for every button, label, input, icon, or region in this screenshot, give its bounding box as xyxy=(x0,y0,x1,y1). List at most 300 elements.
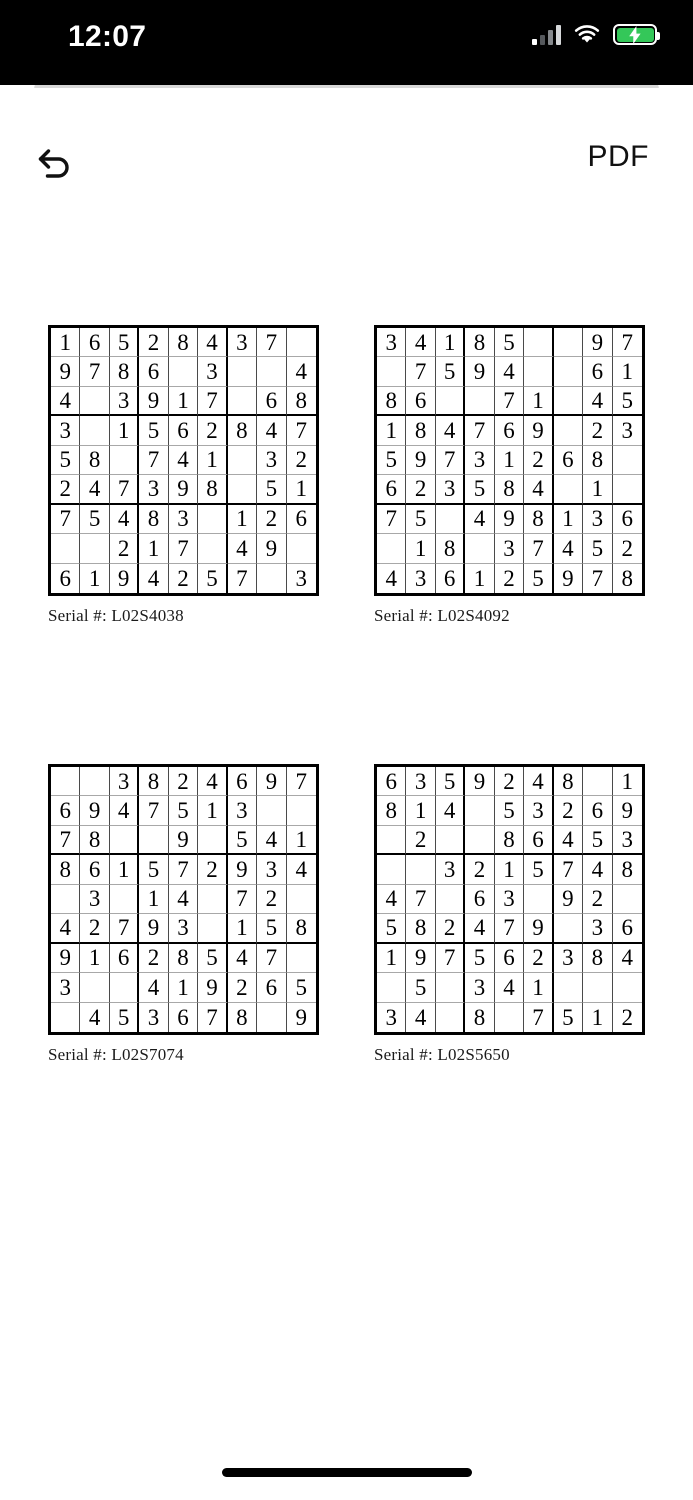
sudoku-cell[interactable]: 6 xyxy=(51,796,80,825)
sudoku-cell[interactable] xyxy=(406,855,435,884)
sudoku-cell[interactable]: 7 xyxy=(198,1003,227,1032)
sudoku-cell[interactable]: 1 xyxy=(495,446,524,475)
sudoku-cell[interactable] xyxy=(524,357,553,386)
sudoku-cell[interactable]: 4 xyxy=(465,505,494,534)
sudoku-cell[interactable]: 1 xyxy=(613,767,642,796)
sudoku-cell[interactable]: 7 xyxy=(169,534,198,563)
sudoku-cell[interactable]: 2 xyxy=(110,534,139,563)
sudoku-cell[interactable]: 1 xyxy=(228,914,257,943)
sudoku-cell[interactable]: 9 xyxy=(554,885,583,914)
sudoku-cell[interactable]: 7 xyxy=(139,446,168,475)
sudoku-cell[interactable]: 5 xyxy=(495,796,524,825)
sudoku-cell[interactable]: 5 xyxy=(377,446,406,475)
sudoku-cell[interactable]: 1 xyxy=(287,475,316,504)
sudoku-cell[interactable]: 9 xyxy=(524,416,553,445)
sudoku-cell[interactable] xyxy=(287,534,316,563)
sudoku-cell[interactable] xyxy=(613,446,642,475)
sudoku-cell[interactable]: 2 xyxy=(51,475,80,504)
sudoku-cell[interactable]: 7 xyxy=(139,796,168,825)
sudoku-cell[interactable] xyxy=(613,973,642,1002)
sudoku-cell[interactable] xyxy=(377,534,406,563)
sudoku-cell[interactable]: 9 xyxy=(198,973,227,1002)
sudoku-cell[interactable]: 6 xyxy=(583,357,612,386)
sudoku-cell[interactable]: 1 xyxy=(377,944,406,973)
sudoku-cell[interactable]: 2 xyxy=(583,885,612,914)
sudoku-cell[interactable]: 3 xyxy=(51,973,80,1002)
sudoku-cell[interactable]: 5 xyxy=(257,475,286,504)
sudoku-cell[interactable]: 6 xyxy=(257,973,286,1002)
sudoku-cell[interactable] xyxy=(554,416,583,445)
sudoku-cell[interactable]: 6 xyxy=(257,387,286,416)
sudoku-cell[interactable]: 9 xyxy=(406,446,435,475)
sudoku-cell[interactable]: 4 xyxy=(228,534,257,563)
sudoku-cell[interactable]: 3 xyxy=(110,387,139,416)
sudoku-cell[interactable]: 1 xyxy=(287,826,316,855)
sudoku-cell[interactable]: 8 xyxy=(169,944,198,973)
sudoku-cell[interactable]: 4 xyxy=(257,416,286,445)
sudoku-cell[interactable] xyxy=(583,767,612,796)
sudoku-cell[interactable]: 3 xyxy=(377,328,406,357)
pdf-button[interactable]: PDF xyxy=(587,140,649,173)
sudoku-cell[interactable]: 5 xyxy=(524,855,553,884)
sudoku-cell[interactable]: 7 xyxy=(287,416,316,445)
sudoku-cell[interactable] xyxy=(377,855,406,884)
sudoku-cell[interactable]: 5 xyxy=(406,505,435,534)
sudoku-cell[interactable]: 7 xyxy=(110,914,139,943)
sudoku-cell[interactable]: 6 xyxy=(287,505,316,534)
sudoku-cell[interactable] xyxy=(554,973,583,1002)
sudoku-cell[interactable]: 3 xyxy=(406,564,435,593)
sudoku-cell[interactable]: 5 xyxy=(465,944,494,973)
sudoku-cell[interactable] xyxy=(436,1003,465,1032)
sudoku-cell[interactable]: 3 xyxy=(583,914,612,943)
sudoku-cell[interactable]: 2 xyxy=(198,416,227,445)
sudoku-cell[interactable]: 1 xyxy=(465,564,494,593)
sudoku-cell[interactable]: 6 xyxy=(436,564,465,593)
sudoku-cell[interactable]: 6 xyxy=(465,885,494,914)
sudoku-cell[interactable]: 3 xyxy=(139,475,168,504)
sudoku-cell[interactable]: 4 xyxy=(613,944,642,973)
sudoku-cell[interactable] xyxy=(51,1003,80,1032)
sudoku-cell[interactable]: 8 xyxy=(583,944,612,973)
sudoku-cell[interactable]: 3 xyxy=(436,855,465,884)
sudoku-cell[interactable]: 2 xyxy=(613,534,642,563)
sudoku-cell[interactable]: 3 xyxy=(228,328,257,357)
sudoku-cell[interactable]: 8 xyxy=(465,328,494,357)
sudoku-cell[interactable]: 8 xyxy=(287,387,316,416)
sudoku-cell[interactable]: 9 xyxy=(51,944,80,973)
sudoku-cell[interactable]: 7 xyxy=(287,767,316,796)
sudoku-cell[interactable] xyxy=(228,357,257,386)
sudoku-cell[interactable]: 8 xyxy=(465,1003,494,1032)
sudoku-cell[interactable]: 4 xyxy=(110,796,139,825)
sudoku-cell[interactable]: 7 xyxy=(257,944,286,973)
sudoku-cell[interactable]: 4 xyxy=(524,475,553,504)
sudoku-cell[interactable]: 9 xyxy=(583,328,612,357)
sudoku-cell[interactable]: 1 xyxy=(110,855,139,884)
sudoku-cell[interactable]: 8 xyxy=(495,826,524,855)
sudoku-cell[interactable]: 1 xyxy=(51,328,80,357)
sudoku-cell[interactable]: 7 xyxy=(80,357,109,386)
sudoku-cell[interactable]: 5 xyxy=(436,767,465,796)
sudoku-cell[interactable]: 3 xyxy=(198,357,227,386)
sudoku-cell[interactable]: 8 xyxy=(287,914,316,943)
sudoku-cell[interactable]: 5 xyxy=(80,505,109,534)
sudoku-cell[interactable] xyxy=(465,796,494,825)
undo-back-arrow-icon[interactable] xyxy=(28,134,84,190)
sudoku-cell[interactable]: 4 xyxy=(80,1003,109,1032)
sudoku-cell[interactable] xyxy=(377,357,406,386)
sudoku-cell[interactable]: 1 xyxy=(583,475,612,504)
sudoku-cell[interactable] xyxy=(554,328,583,357)
sudoku-cell[interactable]: 6 xyxy=(80,328,109,357)
sudoku-cell[interactable]: 6 xyxy=(228,767,257,796)
sudoku-cell[interactable]: 6 xyxy=(139,357,168,386)
sudoku-cell[interactable]: 1 xyxy=(80,564,109,593)
sudoku-cell[interactable]: 4 xyxy=(554,534,583,563)
sudoku-cell[interactable]: 1 xyxy=(110,416,139,445)
sudoku-cell[interactable]: 5 xyxy=(377,914,406,943)
sudoku-cell[interactable]: 7 xyxy=(524,534,553,563)
sudoku-cell[interactable]: 8 xyxy=(139,505,168,534)
sudoku-cell[interactable]: 8 xyxy=(613,564,642,593)
sudoku-cell[interactable]: 1 xyxy=(436,328,465,357)
sudoku-cell[interactable]: 3 xyxy=(257,446,286,475)
sudoku-cell[interactable] xyxy=(80,973,109,1002)
sudoku-cell[interactable]: 8 xyxy=(198,475,227,504)
sudoku-cell[interactable]: 3 xyxy=(554,944,583,973)
sudoku-cell[interactable]: 4 xyxy=(198,328,227,357)
sudoku-cell[interactable]: 9 xyxy=(495,505,524,534)
sudoku-cell[interactable]: 3 xyxy=(139,1003,168,1032)
sudoku-cell[interactable] xyxy=(110,885,139,914)
sudoku-cell[interactable]: 2 xyxy=(228,973,257,1002)
sudoku-cell[interactable]: 3 xyxy=(524,796,553,825)
sudoku-cell[interactable]: 9 xyxy=(169,475,198,504)
sudoku-cell[interactable]: 3 xyxy=(613,826,642,855)
sudoku-cell[interactable]: 6 xyxy=(613,505,642,534)
sudoku-cell[interactable]: 8 xyxy=(169,328,198,357)
sudoku-cell[interactable]: 7 xyxy=(169,855,198,884)
sudoku-cell[interactable]: 5 xyxy=(583,534,612,563)
sudoku-cell[interactable] xyxy=(287,796,316,825)
sudoku-cell[interactable]: 9 xyxy=(613,796,642,825)
sudoku-cell[interactable] xyxy=(613,475,642,504)
sudoku-cell[interactable] xyxy=(228,387,257,416)
sudoku-cell[interactable] xyxy=(377,826,406,855)
sudoku-cell[interactable]: 3 xyxy=(51,416,80,445)
sudoku-cell[interactable]: 2 xyxy=(406,826,435,855)
sudoku-cell[interactable]: 6 xyxy=(406,387,435,416)
sudoku-cell[interactable]: 1 xyxy=(583,1003,612,1032)
sudoku-cell[interactable]: 3 xyxy=(377,1003,406,1032)
sudoku-cell[interactable]: 9 xyxy=(465,357,494,386)
sudoku-cell[interactable]: 4 xyxy=(406,328,435,357)
sudoku-cell[interactable]: 5 xyxy=(169,796,198,825)
sudoku-cell[interactable] xyxy=(198,885,227,914)
sudoku-cell[interactable]: 4 xyxy=(377,885,406,914)
sudoku-cell[interactable]: 2 xyxy=(169,564,198,593)
sudoku-cell[interactable] xyxy=(465,534,494,563)
sudoku-cell[interactable] xyxy=(257,564,286,593)
sudoku-cell[interactable]: 1 xyxy=(406,534,435,563)
sudoku-cell[interactable]: 9 xyxy=(51,357,80,386)
sudoku-cell[interactable]: 3 xyxy=(436,475,465,504)
sudoku-cell[interactable]: 8 xyxy=(406,914,435,943)
sudoku-cell[interactable]: 4 xyxy=(287,855,316,884)
sudoku-cell[interactable] xyxy=(436,826,465,855)
sudoku-cell[interactable]: 3 xyxy=(257,855,286,884)
sudoku-cell[interactable]: 9 xyxy=(110,564,139,593)
sudoku-cell[interactable]: 4 xyxy=(465,914,494,943)
sudoku-cell[interactable]: 4 xyxy=(228,944,257,973)
sudoku-cell[interactable] xyxy=(554,387,583,416)
sudoku-cell[interactable]: 8 xyxy=(139,767,168,796)
sudoku-cell[interactable]: 2 xyxy=(257,505,286,534)
sudoku-cell[interactable] xyxy=(524,885,553,914)
sudoku-cell[interactable]: 2 xyxy=(613,1003,642,1032)
sudoku-cell[interactable]: 3 xyxy=(169,505,198,534)
sudoku-cell[interactable]: 6 xyxy=(169,416,198,445)
sudoku-cell[interactable]: 6 xyxy=(583,796,612,825)
sudoku-cell[interactable]: 5 xyxy=(139,416,168,445)
sudoku-cell[interactable]: 2 xyxy=(257,885,286,914)
sudoku-cell[interactable]: 5 xyxy=(228,826,257,855)
sudoku-cell[interactable]: 1 xyxy=(406,796,435,825)
sudoku-cell[interactable]: 9 xyxy=(169,826,198,855)
sudoku-cell[interactable] xyxy=(377,973,406,1002)
sudoku-cell[interactable]: 4 xyxy=(198,767,227,796)
sudoku-cell[interactable] xyxy=(554,914,583,943)
sudoku-cell[interactable]: 7 xyxy=(257,328,286,357)
sudoku-cell[interactable] xyxy=(80,416,109,445)
sudoku-grid-1[interactable] xyxy=(374,325,645,596)
sudoku-cell[interactable]: 8 xyxy=(228,416,257,445)
sudoku-cell[interactable]: 8 xyxy=(51,855,80,884)
sudoku-cell[interactable]: 6 xyxy=(80,855,109,884)
sudoku-cell[interactable]: 8 xyxy=(377,796,406,825)
sudoku-cell[interactable]: 6 xyxy=(377,475,406,504)
sudoku-cell[interactable]: 5 xyxy=(139,855,168,884)
sudoku-cell[interactable]: 6 xyxy=(51,564,80,593)
sudoku-cell[interactable] xyxy=(583,973,612,1002)
sudoku-cell[interactable]: 5 xyxy=(465,475,494,504)
sudoku-cell[interactable]: 7 xyxy=(465,416,494,445)
sudoku-cell[interactable]: 4 xyxy=(51,914,80,943)
sudoku-grid-0[interactable] xyxy=(48,325,319,596)
sudoku-cell[interactable]: 4 xyxy=(583,387,612,416)
sudoku-cell[interactable] xyxy=(110,826,139,855)
sudoku-cell[interactable]: 6 xyxy=(554,446,583,475)
sudoku-cell[interactable]: 5 xyxy=(613,387,642,416)
sudoku-cell[interactable]: 4 xyxy=(436,796,465,825)
sudoku-cell[interactable] xyxy=(198,914,227,943)
sudoku-cell[interactable]: 3 xyxy=(465,446,494,475)
sudoku-cell[interactable] xyxy=(198,826,227,855)
sudoku-cell[interactable]: 3 xyxy=(287,564,316,593)
sudoku-cell[interactable] xyxy=(436,505,465,534)
sudoku-cell[interactable] xyxy=(80,387,109,416)
sudoku-cell[interactable]: 1 xyxy=(198,796,227,825)
sudoku-cell[interactable]: 3 xyxy=(169,914,198,943)
sudoku-cell[interactable]: 6 xyxy=(524,826,553,855)
sudoku-cell[interactable]: 7 xyxy=(198,387,227,416)
sudoku-cell[interactable]: 2 xyxy=(198,855,227,884)
sudoku-cell[interactable]: 7 xyxy=(406,357,435,386)
sudoku-cell[interactable]: 2 xyxy=(80,914,109,943)
sudoku-cell[interactable]: 5 xyxy=(198,564,227,593)
sudoku-grid-3[interactable] xyxy=(374,764,645,1035)
sudoku-cell[interactable]: 1 xyxy=(377,416,406,445)
sudoku-cell[interactable]: 3 xyxy=(613,416,642,445)
sudoku-cell[interactable]: 9 xyxy=(406,944,435,973)
sudoku-cell[interactable]: 7 xyxy=(377,505,406,534)
sudoku-cell[interactable] xyxy=(554,357,583,386)
sudoku-cell[interactable]: 7 xyxy=(436,944,465,973)
sudoku-cell[interactable]: 1 xyxy=(80,944,109,973)
sudoku-cell[interactable] xyxy=(287,885,316,914)
sudoku-cell[interactable]: 4 xyxy=(139,973,168,1002)
sudoku-cell[interactable]: 3 xyxy=(495,534,524,563)
sudoku-cell[interactable]: 2 xyxy=(495,767,524,796)
sudoku-cell[interactable]: 9 xyxy=(139,387,168,416)
sudoku-cell[interactable]: 4 xyxy=(169,446,198,475)
sudoku-cell[interactable]: 8 xyxy=(80,826,109,855)
sudoku-cell[interactable]: 3 xyxy=(406,767,435,796)
sudoku-cell[interactable] xyxy=(257,796,286,825)
sudoku-cell[interactable]: 3 xyxy=(110,767,139,796)
sudoku-cell[interactable] xyxy=(139,826,168,855)
sudoku-cell[interactable]: 1 xyxy=(139,885,168,914)
sudoku-cell[interactable]: 8 xyxy=(554,767,583,796)
sudoku-cell[interactable] xyxy=(169,357,198,386)
sudoku-cell[interactable]: 2 xyxy=(139,328,168,357)
sudoku-cell[interactable]: 4 xyxy=(257,826,286,855)
sudoku-cell[interactable]: 2 xyxy=(495,564,524,593)
sudoku-cell[interactable]: 7 xyxy=(583,564,612,593)
sudoku-cell[interactable]: 5 xyxy=(495,328,524,357)
sudoku-cell[interactable]: 4 xyxy=(377,564,406,593)
sudoku-cell[interactable]: 1 xyxy=(169,973,198,1002)
sudoku-cell[interactable]: 6 xyxy=(169,1003,198,1032)
sudoku-cell[interactable]: 5 xyxy=(257,914,286,943)
sudoku-cell[interactable]: 7 xyxy=(110,475,139,504)
sudoku-cell[interactable] xyxy=(287,944,316,973)
sudoku-cell[interactable] xyxy=(80,767,109,796)
sudoku-cell[interactable]: 2 xyxy=(554,796,583,825)
sudoku-cell[interactable] xyxy=(287,328,316,357)
sudoku-cell[interactable]: 2 xyxy=(524,446,553,475)
sudoku-cell[interactable] xyxy=(110,973,139,1002)
sudoku-cell[interactable]: 9 xyxy=(257,534,286,563)
sudoku-cell[interactable] xyxy=(465,387,494,416)
sudoku-cell[interactable]: 5 xyxy=(287,973,316,1002)
sudoku-cell[interactable]: 1 xyxy=(554,505,583,534)
sudoku-cell[interactable] xyxy=(495,1003,524,1032)
sudoku-cell[interactable]: 5 xyxy=(436,357,465,386)
sudoku-cell[interactable]: 2 xyxy=(583,416,612,445)
sudoku-cell[interactable]: 6 xyxy=(495,416,524,445)
sudoku-cell[interactable]: 1 xyxy=(613,357,642,386)
sudoku-cell[interactable] xyxy=(198,534,227,563)
sudoku-cell[interactable] xyxy=(198,505,227,534)
sudoku-cell[interactable]: 4 xyxy=(110,505,139,534)
sudoku-cell[interactable]: 1 xyxy=(495,855,524,884)
sudoku-cell[interactable]: 7 xyxy=(406,885,435,914)
sudoku-cell[interactable]: 1 xyxy=(524,387,553,416)
sudoku-cell[interactable]: 5 xyxy=(51,446,80,475)
sudoku-cell[interactable] xyxy=(110,446,139,475)
sudoku-cell[interactable]: 8 xyxy=(613,855,642,884)
sudoku-cell[interactable]: 7 xyxy=(554,855,583,884)
sudoku-cell[interactable]: 6 xyxy=(495,944,524,973)
sudoku-cell[interactable]: 2 xyxy=(524,944,553,973)
sudoku-cell[interactable]: 1 xyxy=(169,387,198,416)
sudoku-cell[interactable]: 5 xyxy=(554,1003,583,1032)
sudoku-cell[interactable]: 7 xyxy=(51,826,80,855)
sudoku-cell[interactable]: 2 xyxy=(406,475,435,504)
sudoku-cell[interactable]: 2 xyxy=(465,855,494,884)
sudoku-cell[interactable]: 9 xyxy=(80,796,109,825)
sudoku-cell[interactable]: 4 xyxy=(406,1003,435,1032)
sudoku-cell[interactable]: 9 xyxy=(139,914,168,943)
sudoku-cell[interactable]: 4 xyxy=(287,357,316,386)
sudoku-cell[interactable] xyxy=(51,767,80,796)
sudoku-cell[interactable]: 3 xyxy=(228,796,257,825)
sudoku-cell[interactable]: 7 xyxy=(524,1003,553,1032)
sudoku-cell[interactable]: 2 xyxy=(436,914,465,943)
sudoku-cell[interactable]: 8 xyxy=(406,416,435,445)
sudoku-cell[interactable] xyxy=(436,973,465,1002)
sudoku-cell[interactable]: 6 xyxy=(613,914,642,943)
sudoku-cell[interactable]: 3 xyxy=(583,505,612,534)
sudoku-cell[interactable]: 2 xyxy=(139,944,168,973)
sudoku-cell[interactable]: 5 xyxy=(198,944,227,973)
sudoku-cell[interactable]: 5 xyxy=(110,328,139,357)
sudoku-grid-2[interactable] xyxy=(48,764,319,1035)
sudoku-cell[interactable]: 7 xyxy=(228,564,257,593)
sudoku-cell[interactable] xyxy=(228,475,257,504)
sudoku-cell[interactable]: 5 xyxy=(524,564,553,593)
sudoku-cell[interactable]: 1 xyxy=(139,534,168,563)
sudoku-cell[interactable] xyxy=(51,534,80,563)
sudoku-cell[interactable]: 7 xyxy=(495,387,524,416)
sudoku-cell[interactable]: 6 xyxy=(110,944,139,973)
sudoku-cell[interactable] xyxy=(465,826,494,855)
sudoku-cell[interactable]: 8 xyxy=(436,534,465,563)
sudoku-cell[interactable]: 3 xyxy=(80,885,109,914)
sudoku-cell[interactable]: 8 xyxy=(524,505,553,534)
sudoku-cell[interactable]: 5 xyxy=(110,1003,139,1032)
sudoku-cell[interactable]: 4 xyxy=(436,416,465,445)
sudoku-cell[interactable]: 4 xyxy=(51,387,80,416)
sudoku-cell[interactable] xyxy=(80,534,109,563)
sudoku-cell[interactable]: 2 xyxy=(287,446,316,475)
sudoku-cell[interactable]: 4 xyxy=(80,475,109,504)
sudoku-cell[interactable]: 9 xyxy=(465,767,494,796)
sudoku-cell[interactable] xyxy=(51,885,80,914)
sudoku-cell[interactable] xyxy=(613,885,642,914)
sudoku-cell[interactable]: 8 xyxy=(110,357,139,386)
sudoku-cell[interactable] xyxy=(554,475,583,504)
sudoku-cell[interactable]: 3 xyxy=(495,885,524,914)
sudoku-cell[interactable]: 8 xyxy=(228,1003,257,1032)
sudoku-cell[interactable]: 2 xyxy=(169,767,198,796)
sudoku-cell[interactable]: 4 xyxy=(554,826,583,855)
sudoku-cell[interactable]: 4 xyxy=(139,564,168,593)
sudoku-cell[interactable] xyxy=(228,446,257,475)
sudoku-cell[interactable]: 9 xyxy=(257,767,286,796)
